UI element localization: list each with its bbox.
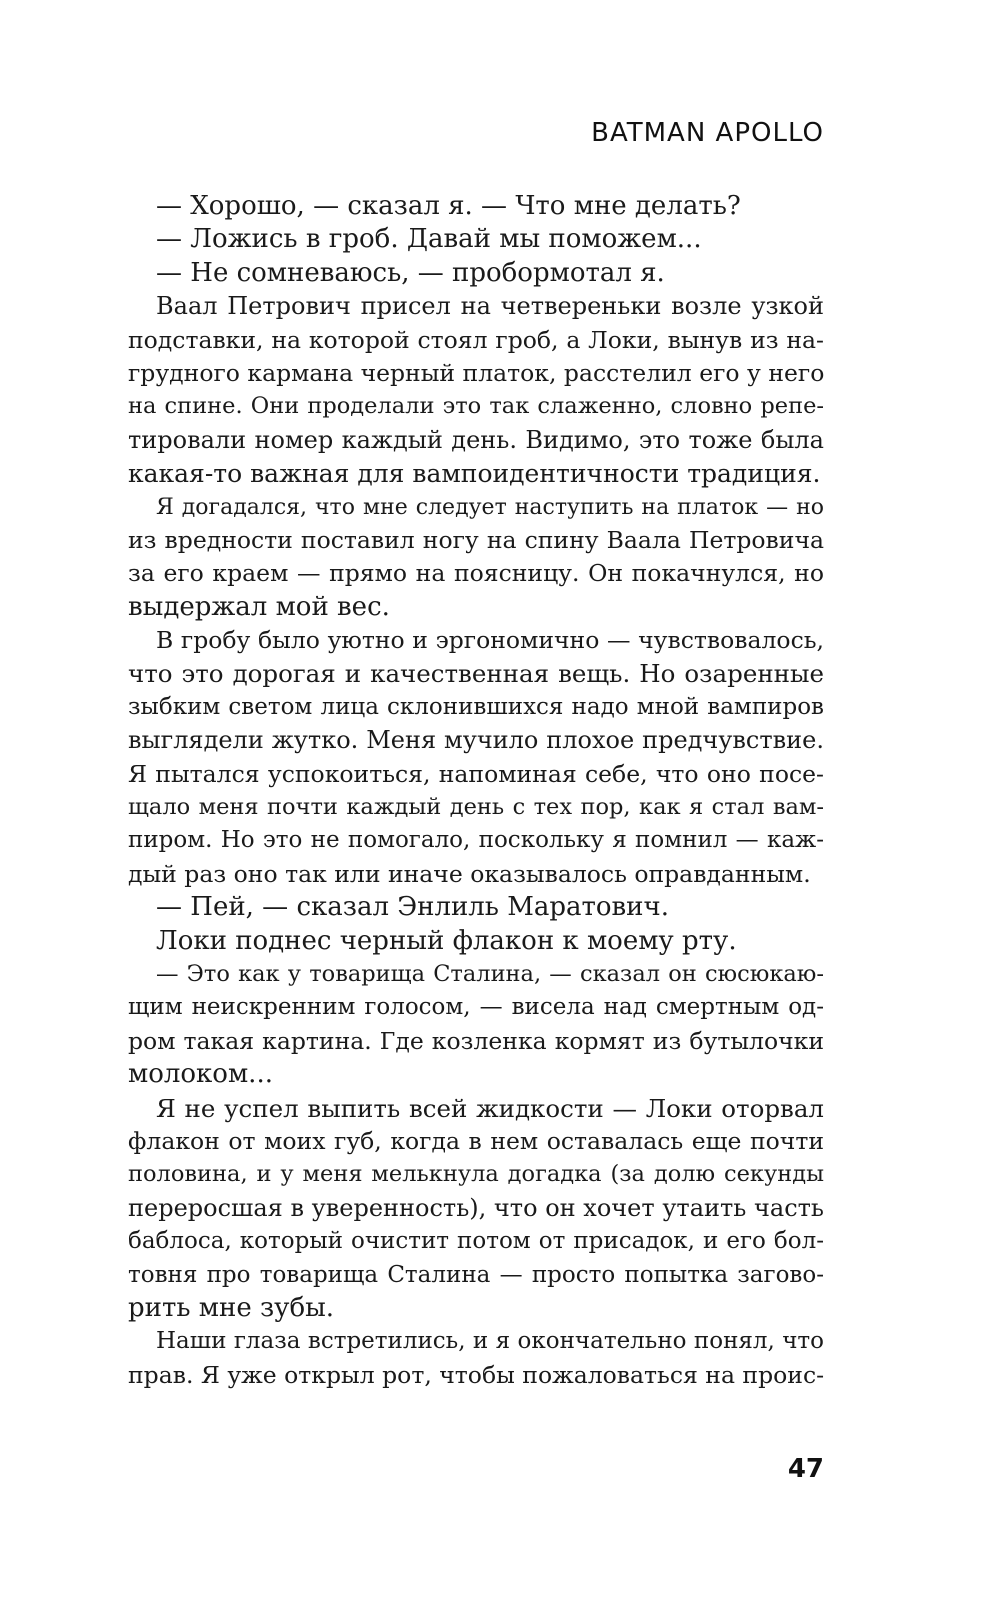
page-number: 47: [787, 1454, 824, 1484]
text-line: — Не сомневаюсь, — пробормотал я.: [156, 257, 665, 288]
text-line: на спине. Они проделали это так слаженно, словно репе-: [128, 393, 824, 420]
text-line: — Хорошо, — сказал я. — Что мне делать?: [156, 191, 741, 221]
text-line: флакон от моих губ, когда в нем оставалась еще почти: [128, 1126, 824, 1155]
text-line: ром такая картина. Где козленка кормят из бутылочки: [128, 1026, 824, 1055]
text-line: пиром. Но это не помогало, поскольку я помнил — каж-: [128, 827, 824, 854]
text-line: — Пей, — сказал Энлиль Маратович.: [156, 892, 669, 923]
text-line: — Это как у товарища Сталина, — сказал он сюсюкаю-: [156, 960, 824, 987]
text-line: переросшая в уверенность), что он хочет утаить часть: [128, 1193, 824, 1222]
text-line: щало меня почти каждый день с тех пор, как я стал вам-: [128, 794, 824, 821]
running-header-title: BATMAN APOLLO: [591, 118, 824, 148]
text-line: зыбким светом лица склонившихся надо мной вампиров: [128, 693, 824, 720]
text-line: подставки, на которой стоял гроб, а Локи, вынув из на-: [128, 325, 824, 354]
text-line: из вредности поставил ногу на спину Ваала Петровича: [128, 525, 824, 554]
text-line: Локи поднес черный флакон к моему рту.: [156, 925, 737, 956]
text-line: Наши глаза встретились, и я окончательно понял, что: [156, 1328, 824, 1355]
text-line: какая-то важная для вампоидентичности традиция.: [128, 459, 821, 489]
text-line: дый раз оно так или иначе оказывалось оправданным.: [128, 859, 811, 888]
text-line: грудного кармана черный платок, расстелил его у него: [128, 358, 825, 387]
text-line: выглядели жутко. Меня мучило плохое предчувствие.: [128, 726, 824, 755]
text-line: щим неискренним голосом, — висела над смертным од-: [128, 994, 824, 1021]
text-line: молоком...: [128, 1059, 273, 1090]
text-line: баблоса, который очистит потом от присадок, и его бол-: [128, 1228, 824, 1255]
text-line: прав. Я уже открыл рот, чтобы пожаловаться на проис-: [128, 1360, 825, 1389]
text-line: тировали номер каждый день. Видимо, это тоже была: [128, 425, 824, 454]
text-line: товня про товарища Сталина — просто попытка загово-: [128, 1261, 824, 1288]
text-line: что это дорогая и качественная вещь. Но озаренные: [128, 659, 824, 689]
text-line: рить мне зубы.: [128, 1292, 335, 1323]
text-line: выдержал мой вес.: [128, 591, 390, 622]
body-text: [128, 190, 824, 1392]
text-line: — Ложись в гроб. Давай мы поможем...: [156, 224, 702, 255]
text-line: В гробу было уютно и эргономично — чувствовалось,: [156, 626, 824, 655]
text-line: за его краем — прямо на поясницу. Он покачнулся, но: [128, 559, 824, 588]
text-line: Я не успел выпить всей жидкости — Локи оторвал: [156, 1093, 824, 1123]
text-line: Ваал Петрович присел на четвереньки возле узкой: [156, 292, 824, 321]
text-line: Я пытался успокоиться, напоминая себе, что оно посе-: [128, 759, 824, 788]
text-line: половина, и у меня мелькнула догадка (за долю секунды: [128, 1161, 824, 1188]
text-line: Я догадался, что мне следует наступить на платок — но: [156, 494, 824, 520]
